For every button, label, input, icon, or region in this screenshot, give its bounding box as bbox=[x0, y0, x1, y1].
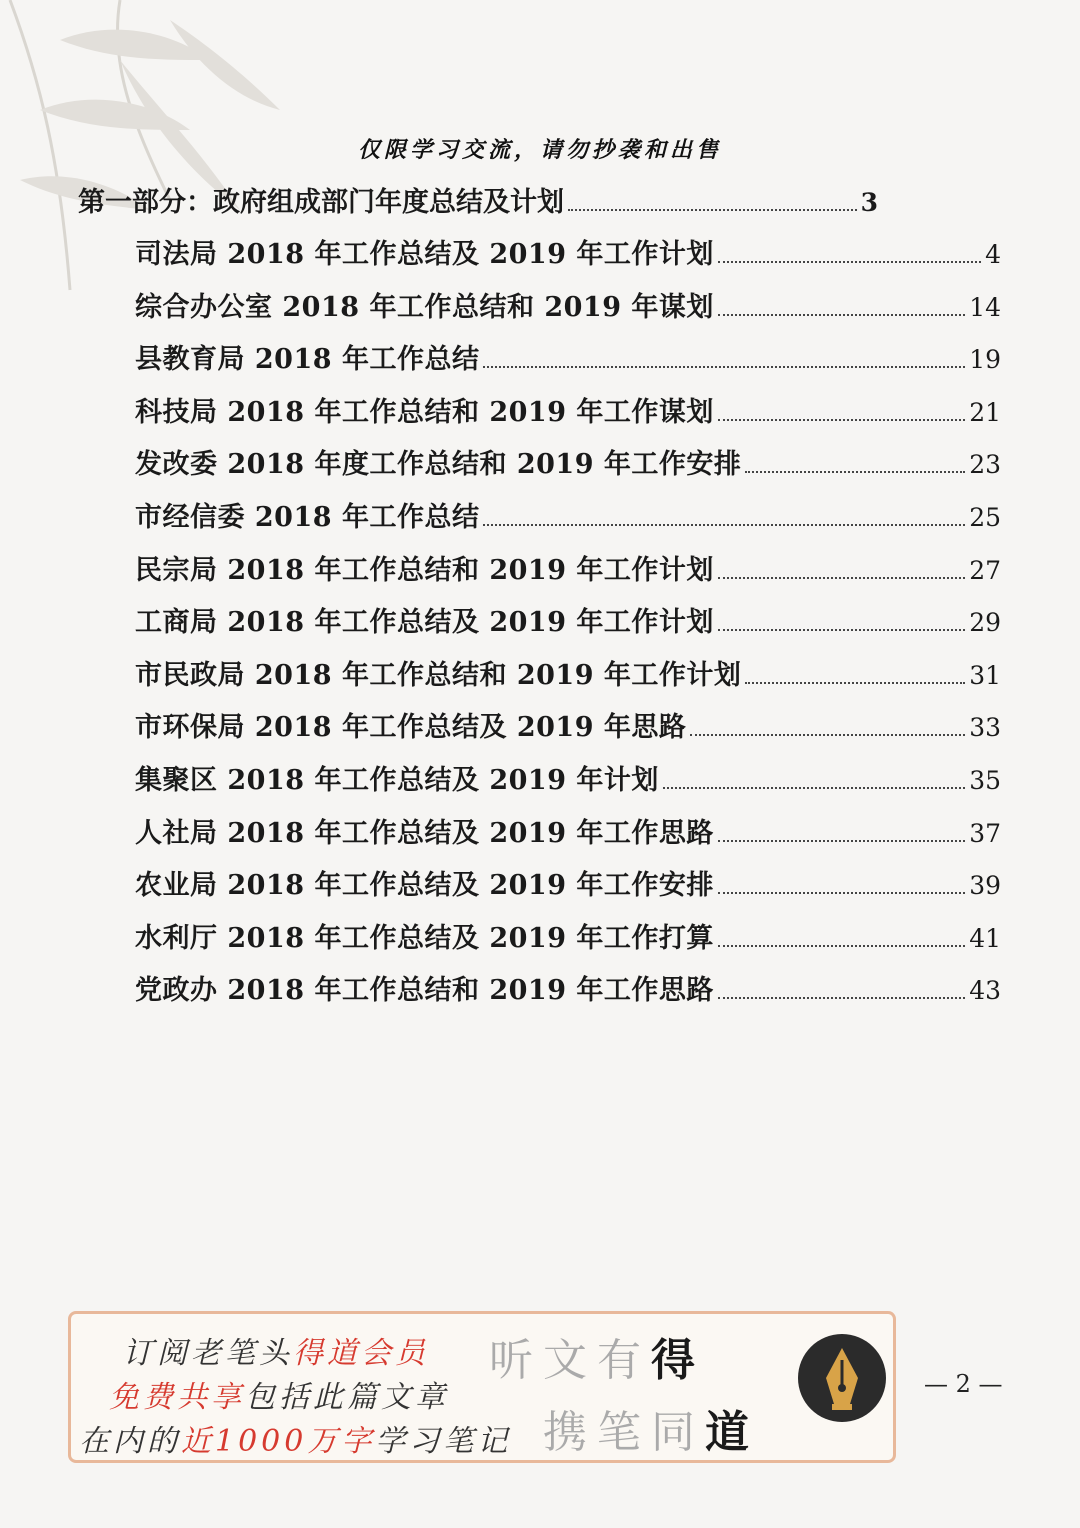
toc-entry-page: 43 bbox=[969, 976, 1001, 1006]
dot-leader bbox=[718, 892, 965, 894]
banner-slogan-2: 携笔同道 bbox=[543, 1407, 759, 1458]
toc-entry[interactable] bbox=[135, 863, 1001, 902]
toc-entry[interactable] bbox=[135, 968, 1001, 1007]
page-number: — 2 — bbox=[924, 1370, 1003, 1398]
toc-section-page: 3 bbox=[860, 188, 878, 217]
toc-entry-title: 综合办公室 2018 年工作总结和 2019 年谋划 bbox=[135, 291, 714, 323]
toc-section-heading[interactable] bbox=[78, 180, 878, 219]
dot-leader bbox=[568, 209, 857, 211]
toc-entry-title: 工商局 2018 年工作总结及 2019 年工作计划 bbox=[135, 607, 714, 639]
fountain-pen-icon bbox=[798, 1334, 886, 1422]
toc-entry-title: 司法局 2018 年工作总结及 2019 年工作计划 bbox=[135, 239, 714, 270]
toc-entry-page: 41 bbox=[969, 923, 1001, 953]
toc-entry[interactable] bbox=[135, 232, 1001, 271]
banner-line-1: 订阅老笔头得道会员 bbox=[123, 1336, 429, 1371]
dot-leader bbox=[718, 997, 965, 999]
dot-leader bbox=[483, 366, 965, 368]
dot-leader bbox=[718, 945, 965, 947]
toc-entry-page: 21 bbox=[969, 397, 1001, 427]
toc-entry-title: 集聚区 2018 年工作总结及 2019 年计划 bbox=[135, 765, 659, 796]
toc-entry[interactable] bbox=[135, 758, 1001, 797]
toc-entry-page: 31 bbox=[969, 660, 1001, 690]
toc-entry[interactable] bbox=[135, 916, 1001, 955]
toc-entry-page: 14 bbox=[969, 292, 1001, 322]
toc-entry[interactable] bbox=[135, 390, 1001, 429]
toc-entry[interactable] bbox=[135, 442, 1001, 481]
toc-section-title: 第一部分：政府组成部门年度总结及计划 bbox=[78, 187, 564, 218]
toc-entry-title: 市民政局 2018 年工作总结和 2019 年工作计划 bbox=[135, 659, 742, 691]
toc-entry-title: 党政办 2018 年工作总结和 2019 年工作思路 bbox=[135, 975, 714, 1007]
banner-line-3: 在内的近1000万字学习笔记 bbox=[79, 1424, 512, 1459]
toc-entry[interactable] bbox=[135, 811, 1001, 850]
copyright-notice: 仅限学习交流，请勿抄袭和出售 bbox=[357, 137, 722, 163]
toc-entry-page: 29 bbox=[969, 608, 1001, 638]
toc-entry-page: 25 bbox=[969, 503, 1001, 532]
toc-entry[interactable] bbox=[135, 337, 1001, 376]
promo-banner[interactable] bbox=[68, 1311, 896, 1463]
toc-entry-page: 37 bbox=[969, 818, 1001, 848]
dot-leader bbox=[690, 734, 965, 736]
dot-leader bbox=[745, 471, 965, 473]
toc-entry-title: 民宗局 2018 年工作总结和 2019 年工作计划 bbox=[135, 554, 714, 586]
banner-slogan-1: 听文有得 bbox=[489, 1335, 705, 1386]
toc-entry[interactable] bbox=[135, 548, 1001, 587]
dot-leader bbox=[718, 261, 981, 263]
toc-entry-page: 35 bbox=[969, 766, 1001, 795]
toc-entry-page: 19 bbox=[969, 345, 1001, 375]
toc-entry[interactable] bbox=[135, 600, 1001, 639]
dot-leader bbox=[718, 840, 965, 842]
toc-entry-page: 39 bbox=[969, 871, 1001, 901]
toc-entry-title: 市经信委 2018 年工作总结 bbox=[135, 502, 480, 533]
dot-leader bbox=[718, 629, 965, 631]
toc-entry-title: 科技局 2018 年工作总结和 2019 年工作谋划 bbox=[135, 396, 714, 428]
dot-leader bbox=[663, 787, 965, 789]
toc-entry-page: 23 bbox=[969, 450, 1001, 480]
dot-leader bbox=[718, 419, 965, 421]
toc-entry-page: 27 bbox=[969, 555, 1001, 585]
dot-leader bbox=[483, 524, 965, 526]
dot-leader bbox=[718, 314, 965, 316]
banner-line-2: 免费共享包括此篇文章 bbox=[109, 1380, 449, 1415]
toc-entry-page: 33 bbox=[969, 713, 1001, 743]
toc-entry-title: 发改委 2018 年度工作总结和 2019 年工作安排 bbox=[135, 449, 742, 481]
toc-entry[interactable] bbox=[135, 285, 1001, 324]
toc-entry-title: 农业局 2018 年工作总结及 2019 年工作安排 bbox=[135, 870, 714, 902]
toc-entry-title: 县教育局 2018 年工作总结 bbox=[135, 344, 480, 376]
toc-entry-title: 水利厅 2018 年工作总结及 2019 年工作打算 bbox=[135, 922, 714, 954]
toc-entry-title: 人社局 2018 年工作总结及 2019 年工作思路 bbox=[135, 817, 714, 849]
toc-entry-title: 市环保局 2018 年工作总结及 2019 年思路 bbox=[135, 712, 687, 744]
dot-leader bbox=[745, 682, 965, 684]
toc-entry[interactable] bbox=[135, 653, 1001, 692]
toc-entry-page: 4 bbox=[985, 240, 1001, 269]
toc-entry[interactable] bbox=[135, 495, 1001, 534]
toc-entry[interactable] bbox=[135, 705, 1001, 744]
dot-leader bbox=[718, 577, 965, 579]
